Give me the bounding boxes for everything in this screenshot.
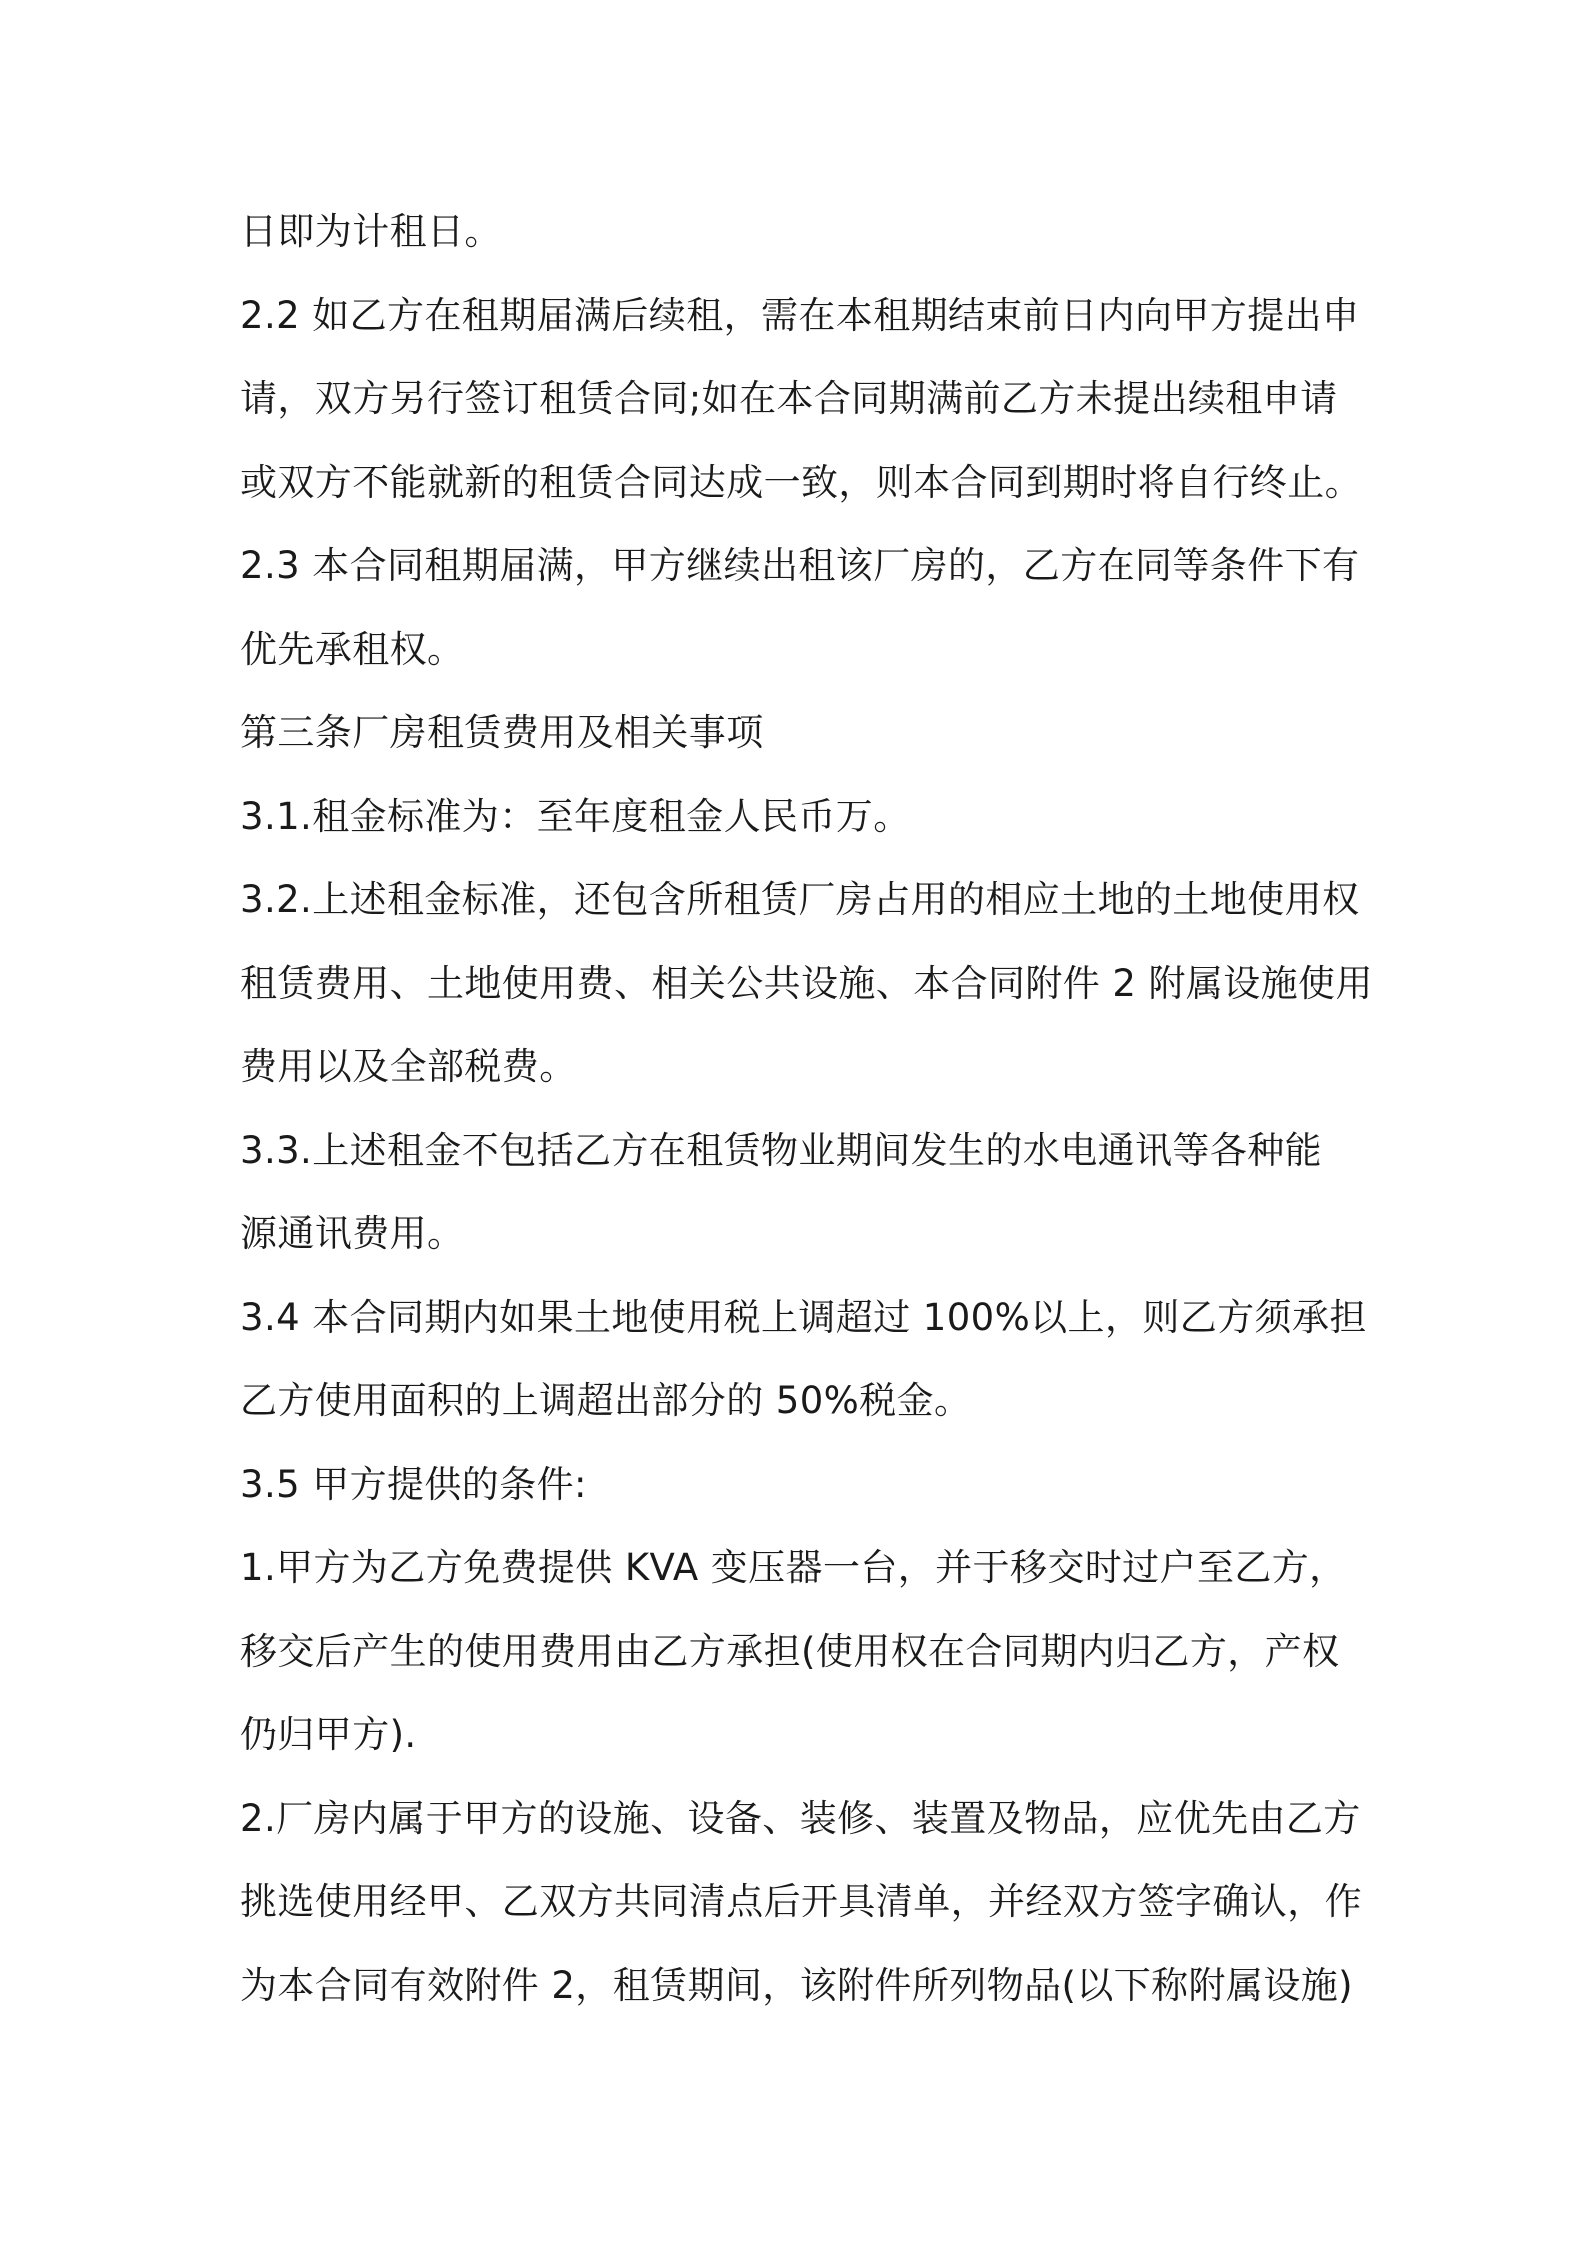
text-line: 挑选使用经甲、乙双方共同清点后开具清单，并经双方签字确认，作: [240, 1880, 1362, 1923]
text-line: 或双方不能就新的租赁合同达成一致，则本合同到期时将自行终止。: [240, 460, 1362, 504]
text-line: 费用以及全部税费。: [240, 1045, 577, 1088]
text-line: 2.厂房内属于甲方的设施、设备、装修、装置及物品，应优先由乙方: [240, 1796, 1361, 1840]
text-line: 1.甲方为乙方免费提供 KVA 变压器一台，并于移交时过户至乙方，: [240, 1546, 1347, 1589]
text-line: 2.2 如乙方在租期届满后续租，需在本租期结束前日内向甲方提出申: [240, 293, 1360, 337]
text-line: 3.4 本合同期内如果土地使用税上调超过 100%以上，则乙方须承担: [240, 1295, 1367, 1339]
section-heading: 第三条厂房租赁费用及相关事项: [240, 711, 764, 754]
text-line: 为本合同有效附件 2，租赁期间，该附件所列物品(以下称附属设施): [240, 1963, 1353, 2007]
document-body: [240, 190, 1373, 2027]
text-line: 3.5 甲方提供的条件:: [240, 1462, 587, 1506]
text-line: 优先承租权。: [240, 627, 465, 671]
text-line: 3.2.上述租金标准，还包含所租赁厂房占用的相应土地的土地使用权: [240, 878, 1360, 921]
text-line: 乙方使用面积的上调超出部分的 50%税金。: [240, 1379, 972, 1422]
text-line: 日即为计租日。: [240, 210, 502, 253]
text-line: 租赁费用、土地使用费、相关公共设施、本合同附件 2 附属设施使用: [240, 961, 1373, 1005]
text-line: 2.3 本合同租期届满，甲方继续出租该厂房的，乙方在同等条件下有: [240, 544, 1360, 587]
text-line: 移交后产生的使用费用由乙方承担(使用权在合同期内归乙方，产权: [240, 1629, 1340, 1673]
text-line: 3.3.上述租金不包括乙方在租赁物业期间发生的水电通讯等各种能: [240, 1128, 1323, 1172]
text-line: 仍归甲方).: [240, 1713, 417, 1756]
text-line: 请，双方另行签订租赁合同;如在本合同期满前乙方未提出续租申请: [240, 377, 1338, 420]
text-line: 源通讯费用。: [240, 1212, 465, 1255]
text-line: 3.1.租金标准为：至年度租金人民币万。: [240, 794, 911, 838]
